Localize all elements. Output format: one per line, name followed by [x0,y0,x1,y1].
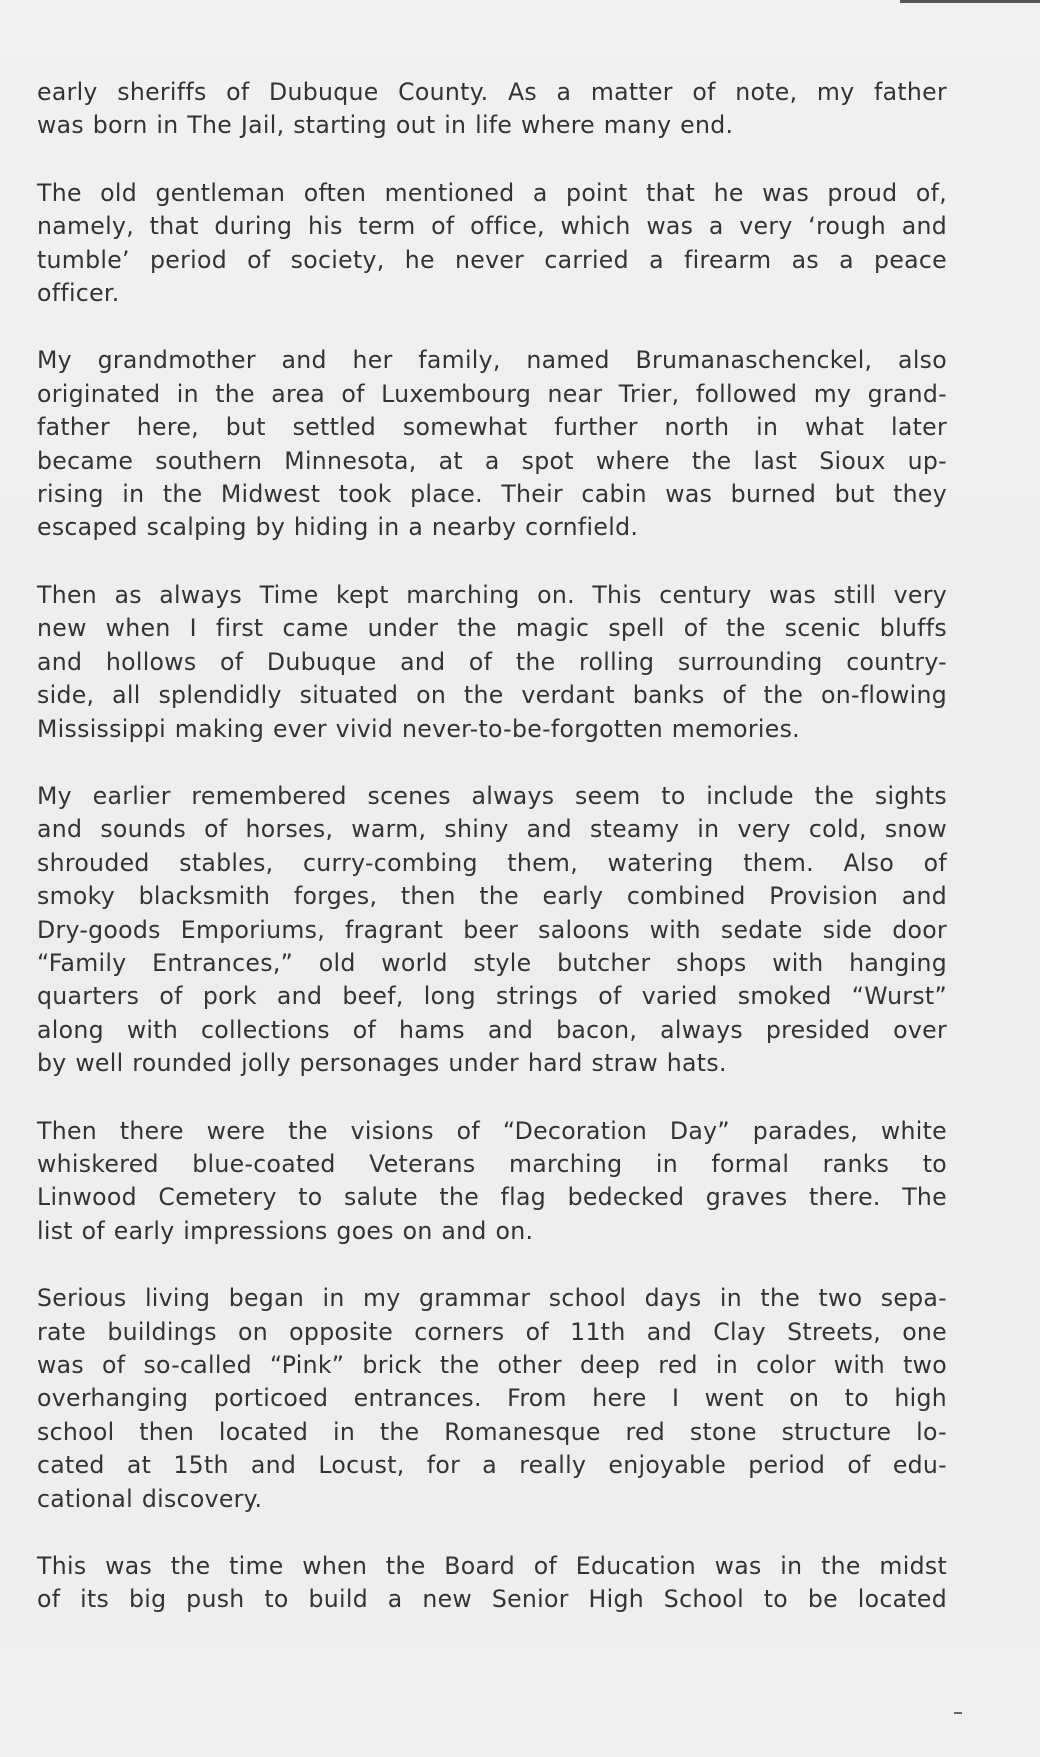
text-line: The old gentleman often mentioned a point that he was proud of, [37,178,947,207]
text-line: early sheriffs of Dubuque County. As a matter of note, my father [37,78,947,106]
text-line: My grandmother and her family, named Brumanaschenckel, also [37,346,947,375]
text-line: This was the time when the Board of Education was in the midst [37,1552,947,1581]
text-line: by well rounded jolly personages under hard straw hats. [37,1049,727,1078]
text-line: cational discovery. [37,1484,263,1513]
text-line: of its big push to build a new Senior High School to be located [37,1585,947,1614]
paragraph [37,1282,947,1516]
text-line: escaped scalping by hiding in a nearby cornfield. [37,513,639,542]
text-line: Then as always Time kept marching on. This century was still very [37,580,947,609]
text-line: rate buildings on opposite corners of 11th and Clay Streets, one [37,1317,947,1346]
text-line: Then there were the visions of “Decoration Day” parades, white [37,1116,947,1145]
text-line: new when I first came under the magic spell of the scenic bluffs [37,614,947,643]
text-line: and sounds of horses, warm, shiny and steamy in very cold, snow [37,815,947,844]
paragraph [37,177,947,311]
text-line: father here, but settled somewhat further north in what later [37,413,947,442]
text-line: overhanging porticoed entrances. From here I went on to high [37,1384,947,1413]
text-line: officer. [37,279,120,308]
text-line: namely, that during his term of office, which was a very ‘rough and [37,212,947,241]
top-rule-line [900,0,1040,3]
text-line: “Family Entrances,” old world style butcher shops with hanging [37,948,947,977]
body-text [37,76,947,1651]
text-line: list of early impressions goes on and on. [37,1216,534,1245]
paragraph [37,1550,947,1617]
paragraph [37,344,947,544]
corner-mark [954,1712,962,1714]
text-line: was born in The Jail, starting out in life where many end. [37,111,734,140]
text-line: rising in the Midwest took place. Their cabin was burned but they [37,480,947,509]
text-line: My earlier remembered scenes always seem to include the sights [37,781,947,810]
paragraph [37,579,947,746]
text-line: quarters of pork and beef, long strings of varied smoked “Wurst” [37,982,947,1011]
text-line: cated at 15th and Locust, for a really enjoyable period of edu- [37,1451,947,1480]
text-line: smoky blacksmith forges, then the early combined Provision and [37,882,947,911]
text-line: Serious living began in my grammar school days in the two sepa- [37,1284,947,1313]
text-line: along with collections of hams and bacon, always presided over [37,1015,947,1044]
text-line: side, all splendidly situated on the verdant banks of the on-flowing [37,681,947,710]
paragraph [37,1115,947,1249]
text-line: school then located in the Romanesque red stone structure lo- [37,1417,947,1446]
text-line: was of so-called “Pink” brick the other deep red in color with two [37,1351,947,1379]
text-line: became southern Minnesota, at a spot where the last Sioux up- [37,446,947,475]
text-line: Dry-goods Emporiums, fragrant beer saloons with sedate side door [37,915,947,944]
text-line: and hollows of Dubuque and of the rolling surrounding country- [37,647,947,676]
paragraph [37,76,947,143]
text-line: Mississippi making ever vivid never-to-be-forgotten memories. [37,714,800,743]
text-line: originated in the area of Luxembourg near Trier, followed my grand- [37,379,947,408]
text-line: whiskered blue-coated Veterans marching in formal ranks to [37,1149,947,1178]
text-line: Linwood Cemetery to salute the flag bedecked graves there. The [37,1183,947,1212]
paragraph [37,780,947,1081]
text-line: tumble’ period of society, he never carried a firearm as a peace [37,245,947,274]
text-line: shrouded stables, curry-combing them, watering them. Also of [37,848,947,877]
